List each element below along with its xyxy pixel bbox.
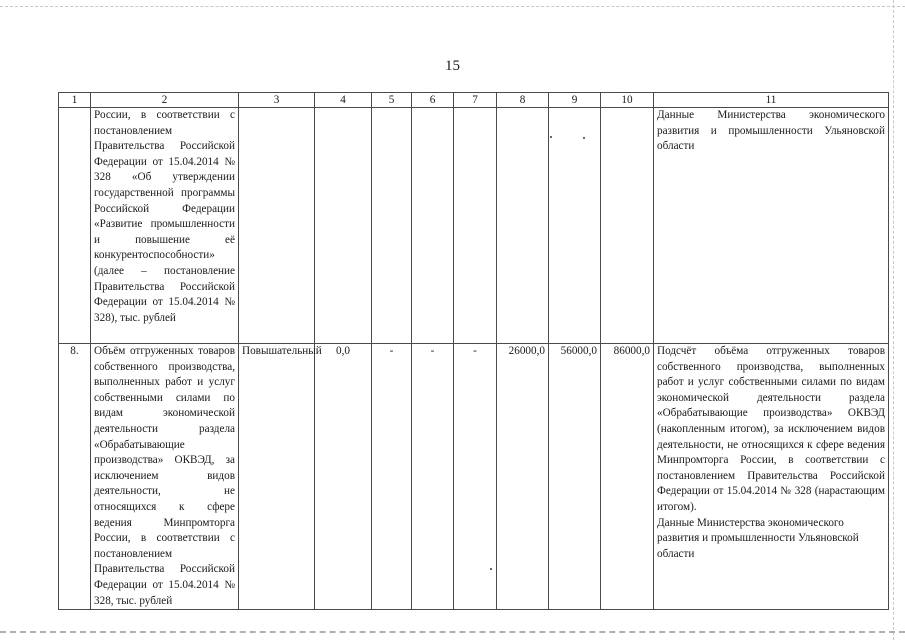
table-row-8 — [59, 344, 889, 610]
page-edge-top — [0, 6, 905, 7]
indicator-name-cell: Объём отгруженных товаров собственного производства, выполненных работ и услуг собственными силами по видам экономической деятельности раздела «Обрабатывающие производства» ОКВЭД, за исключением видов деятельности, не относящихся к сфере ведения Минпромторга России, в соответствии с постановлением Правительства Российской Федерации от 15.04.2014 № 328, тыс. рублей — [91, 344, 239, 610]
header-cell: 11 — [654, 93, 889, 108]
value-cell: - — [372, 344, 412, 610]
method-source-cell — [654, 344, 889, 610]
indicator-name-cell: России, в соответствии с постановлением Правительства Российской Федерации от 15.04.2014 № 328 «Об утверждении государственной программы Российской Федерации «Развитие промышленности и повышение её конкурентоспособности» (далее – постановление Правительства Российской Федерации от 15.04.2014 № 328), тыс. рублей — [91, 108, 239, 344]
header-cell: 2 — [91, 93, 239, 108]
method-source-cell: Данные Министерства экономического развития и промышленности Ульяновской области — [654, 108, 889, 344]
value-cell: - — [412, 344, 454, 610]
table-header-row — [59, 93, 889, 108]
value-cell — [454, 108, 497, 344]
page-edge-right — [893, 0, 894, 640]
value-cell: 0,0 — [315, 344, 372, 610]
value-cell — [497, 108, 549, 344]
indicator-type-cell: Повышательный — [239, 344, 315, 610]
row-number-cell — [59, 108, 91, 344]
scan-speck — [583, 137, 585, 139]
header-cell: 1 — [59, 93, 91, 108]
value-cell — [315, 108, 372, 344]
header-cell: 5 — [372, 93, 412, 108]
value-cell — [549, 108, 601, 344]
header-cell: 7 — [454, 93, 497, 108]
scan-speck — [490, 568, 492, 570]
value-cell: 56000,0 — [549, 344, 601, 610]
page-number: 15 — [445, 58, 460, 74]
value-cell — [412, 108, 454, 344]
header-cell: 3 — [239, 93, 315, 108]
header-cell: 6 — [412, 93, 454, 108]
value-cell: - — [454, 344, 497, 610]
method-text: Подсчёт объёма отгруженных товаров собственного производства, выполненных работ и услуг собственными силами по видам экономической деятельности раздела «Обрабатывающие производства» ОКВЭД (накопленным итогом), за исключением видов деятельности, не относящихся к сфере ведения Минпромторга России, в соответствии с постановлением Правительства Российской Федерации от 15.04.2014 № 328 (нарастающим итогом). — [657, 345, 885, 513]
page-edge-bottom — [0, 631, 905, 633]
header-cell: 9 — [549, 93, 601, 108]
indicators-table — [58, 92, 889, 610]
header-cell: 4 — [315, 93, 372, 108]
value-cell: 86000,0 — [601, 344, 654, 610]
indicator-type-cell — [239, 108, 315, 344]
scan-speck — [550, 136, 552, 138]
table-row-continuation — [59, 108, 889, 344]
header-cell: 8 — [497, 93, 549, 108]
value-cell: 26000,0 — [497, 344, 549, 610]
value-cell — [372, 108, 412, 344]
header-cell: 10 — [601, 93, 654, 108]
value-cell — [601, 108, 654, 344]
row-number-cell: 8. — [59, 344, 91, 610]
source-text: Данные Министерства экономического развития и промышленности Ульяновской области — [657, 516, 859, 560]
